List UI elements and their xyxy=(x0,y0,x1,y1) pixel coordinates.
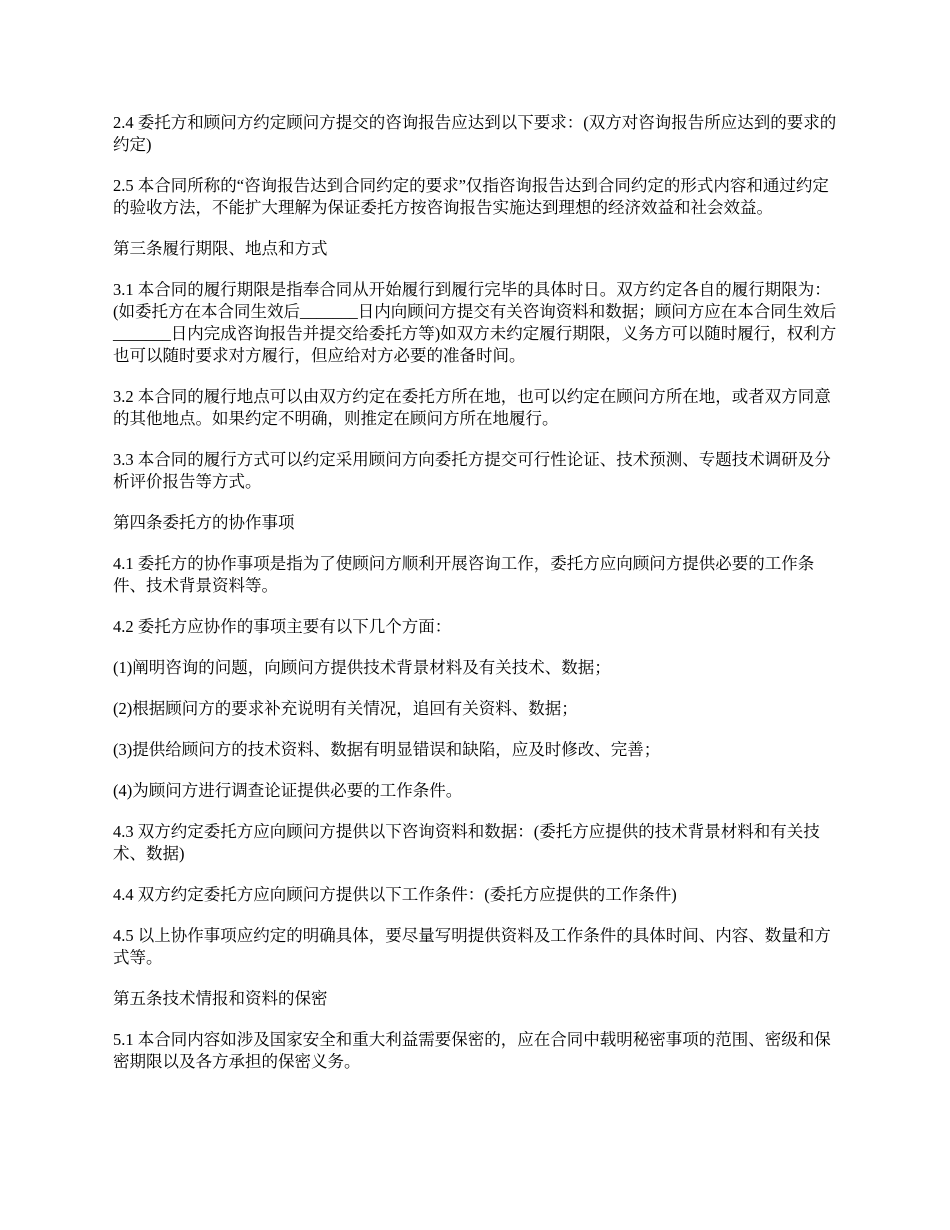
article-5-heading: 第五条技术情报和资料的保密 xyxy=(113,989,328,1008)
list-item-4-2-4: (4)为顾问方进行调查论证提供必要的工作条件。 xyxy=(113,781,463,800)
article-4-heading: 第四条委托方的协作事项 xyxy=(113,513,295,532)
list-item-4-2-3: (3)提供给顾问方的技术资料、数据有明显错误和缺陷，应及时修改、完善； xyxy=(113,740,661,759)
clause-3-3: 3.3 本合同的履行方式可以约定采用顾问方向委托方提交可行性论证、技术预测、专题技术调研及分析评价报告等方式。 xyxy=(113,450,831,491)
list-item-4-2-1: (1)阐明咨询的问题，向顾问方提供技术背景材料及有关技术、数据； xyxy=(113,658,611,677)
clause-4-5: 4.5 以上协作事项应约定的明确具体，要尽量写明提供资料及工作条件的具体时间、内容、数量和方式等。 xyxy=(113,926,831,967)
clause-4-4: 4.4 双方约定委托方应向顾问方提供以下工作条件：(委托方应提供的工作条件) xyxy=(113,885,677,904)
clause-3-1: 3.1 本合同的履行期限是指奉合同从开始履行到履行完毕的具体时日。双方约定各自的履行期限为：(如委托方在本合同生效后_______日内向顾问方提交有关咨询资料和数据；顾问方应在本合同生效后_______日内完成咨询报告并提交给委托方等)如双方未约定履行期限，义务方可以随时履行，权利方也可以随时要求对方履行，但应给对方必要的准备时间。 xyxy=(113,280,837,365)
document-page xyxy=(113,112,841,1092)
clause-3-2: 3.2 本合同的履行地点可以由双方约定在委托方所在地，也可以约定在顾问方所在地，或者双方同意的其他地点。如果约定不明确，则推定在顾问方所在地履行。 xyxy=(113,387,831,428)
clause-5-1: 5.1 本合同内容如涉及国家安全和重大利益需要保密的，应在合同中载明秘密事项的范围、密级和保密期限以及各方承担的保密义务。 xyxy=(113,1030,831,1071)
article-3-heading: 第三条履行期限、地点和方式 xyxy=(113,239,328,258)
clause-4-2: 4.2 委托方应协作的事项主要有以下几个方面： xyxy=(113,617,452,636)
clause-2-4: 2.4 委托方和顾问方约定顾问方提交的咨询报告应达到以下要求：(双方对咨询报告所应达到的要求的约定) xyxy=(113,113,837,154)
clause-4-3: 4.3 双方约定委托方应向顾问方提供以下咨询资料和数据：(委托方应提供的技术背景材料和有关技术、数据) xyxy=(113,822,820,863)
clause-4-1: 4.1 委托方的协作事项是指为了使顾问方顺利开展咨询工作，委托方应向顾问方提供必要的工作条件、技术背景资料等。 xyxy=(113,554,815,595)
clause-2-5: 2.5 本合同所称的“咨询报告达到合同约定的要求”仅指咨询报告达到合同约定的形式内容和通过约定的验收方法，不能扩大理解为保证委托方按咨询报告实施达到理想的经济效益和社会效益。 xyxy=(113,176,829,217)
list-item-4-2-2: (2)根据顾问方的要求补充说明有关情况，追回有关资料、数据； xyxy=(113,699,578,718)
